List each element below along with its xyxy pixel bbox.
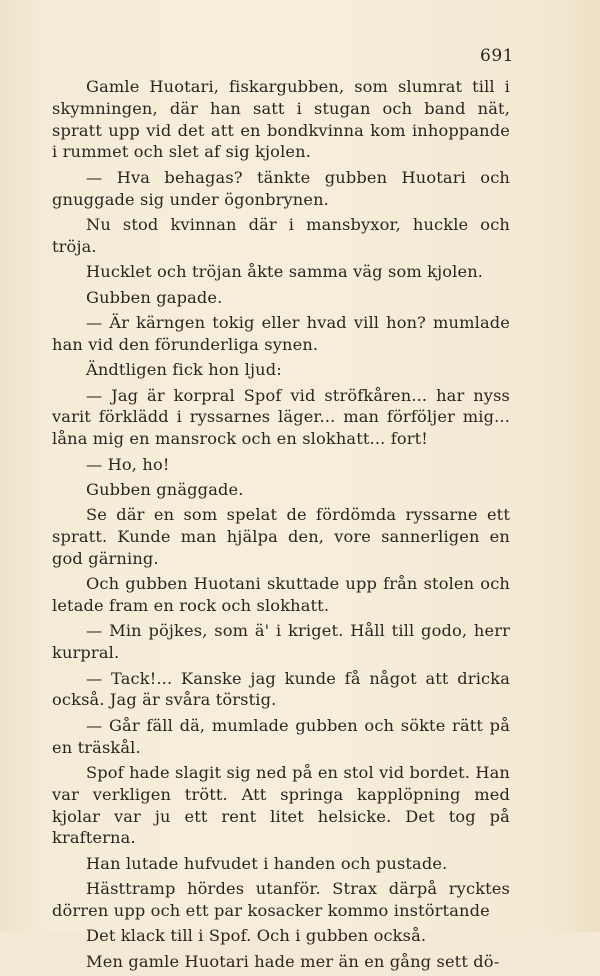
body-text <box>52 76 510 976</box>
paragraph: — Ho, ho! <box>86 454 170 474</box>
paragraph: — Hva behagas? tänkte gubben Huotari och gnuggade sig under ögonbrynen. <box>52 167 510 209</box>
paragraph: Spof hade slagit sig ned på en stol vid bordet. Han var verkligen trött. Att springa kapplöpning med kjolar var ju ett rent litet helsicke. Det tog på krafterna. <box>52 763 510 848</box>
paragraph: Hästtramp hördes utanför. Strax därpå rycktes dörren upp och ett par kosacker kommo instörtande <box>52 879 510 920</box>
paragraph: Gamle Huotari, fiskargubben, som slumrat till i skymningen, där han satt i stugan och band nät, spratt upp vid det att en bondkvinna kom inhoppande i rummet och slet af sig kjolen. <box>52 77 510 162</box>
paragraph: Nu stod kvinnan där i mansbyxor, huckle och tröja. <box>52 214 510 256</box>
paragraph: Men gamle Huotari hade mer än en gång sett dö- <box>86 951 500 971</box>
paragraph: Det klack till i Spof. Och i gubben också. <box>86 926 427 946</box>
paragraph: Gubben gnäggade. <box>86 479 244 499</box>
paragraph: — Min pöjkes, som ä' i kriget. Håll till godo, herr kurpral. <box>52 621 510 663</box>
paragraph: Han lutade hufvudet i handen och pustade. <box>86 853 448 873</box>
paragraph: — Är kärngen tokig eller hvad vill hon? mumlade han vid den förunderliga synen. <box>52 312 510 354</box>
paragraph: — Går fäll dä, mumlade gubben och sökte rätt på en träskål. <box>52 715 510 757</box>
paragraph: Se där en som spelat de fördömda ryssarne ett spratt. Kunde man hjälpa den, vore sannerligen en god gärning. <box>52 505 510 568</box>
paragraph: — Tack!... Kanske jag kunde få något att dricka också. Jag är svåra törstig. <box>52 668 510 710</box>
paragraph: Hucklet och tröjan åkte samma väg som kjolen. <box>86 262 484 282</box>
paragraph: — Jag är korpral Spof vid ströfkåren... har nyss varit förklädd i ryssarnes läger... man förföljer mig... låna mig en mansrock och en slokhatt... fort! <box>52 385 510 449</box>
paragraph: Ändtligen fick hon ljud: <box>86 360 282 380</box>
paragraph: Gubben gapade. <box>86 287 223 307</box>
page-number: 691 <box>480 46 514 66</box>
paragraph: Och gubben Huotani skuttade upp från stolen och letade fram en rock och slokhatt. <box>52 574 510 616</box>
